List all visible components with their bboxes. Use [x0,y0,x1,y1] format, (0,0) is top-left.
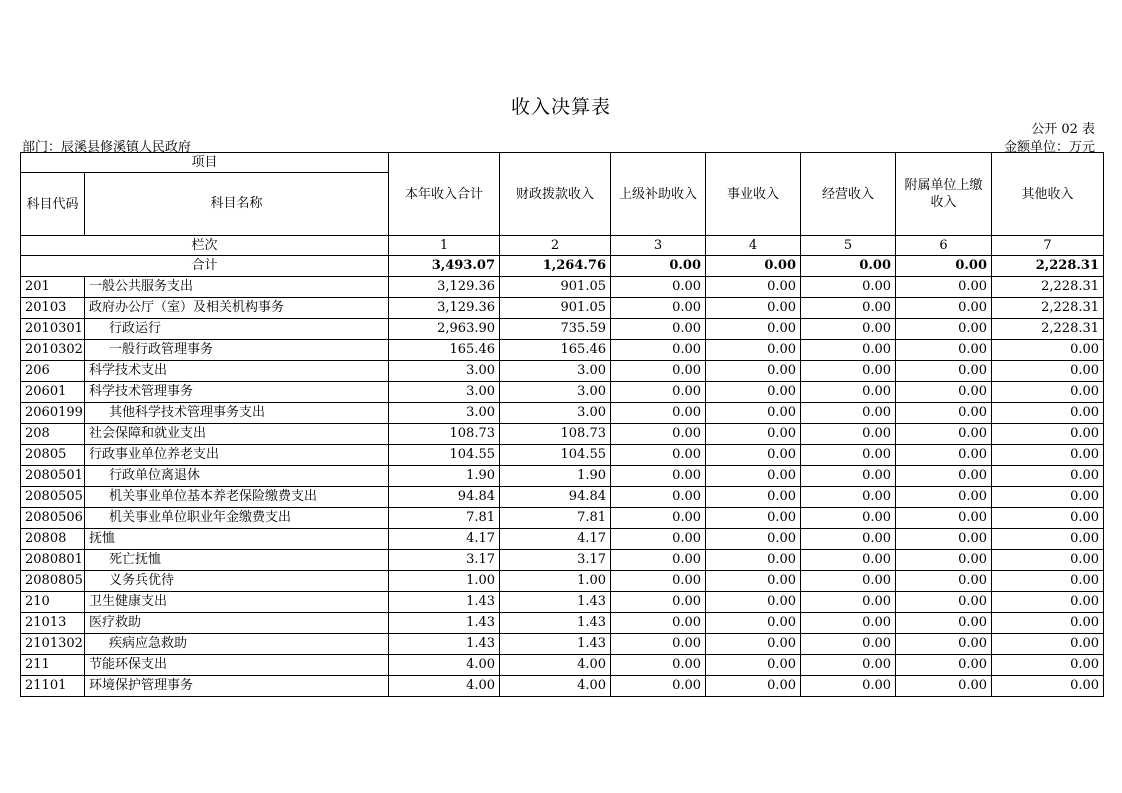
amount-cell: 0.00 [992,529,1104,550]
total-value: 0.00 [611,256,706,277]
amount-cell: 165.46 [500,340,611,361]
subject-name: 机关事业单位基本养老保险缴费支出 [85,487,389,508]
amount-cell: 0.00 [801,529,896,550]
table-row [21,529,1104,550]
subject-code: 20103 [21,298,85,319]
header-col-operating-income: 经营收入 [801,153,896,236]
amount-cell: 3.00 [389,361,500,382]
amount-cell: 0.00 [706,382,801,403]
amount-cell: 0.00 [992,571,1104,592]
subject-name: 其他科学技术管理事务支出 [85,403,389,424]
header-subject-name: 科目名称 [85,173,389,236]
amount-cell: 0.00 [992,655,1104,676]
amount-cell: 0.00 [896,529,992,550]
amount-cell: 104.55 [389,445,500,466]
subject-name: 疾病应急救助 [85,634,389,655]
header-col-affiliated-unit-income: 附属单位上缴收入 [896,153,992,236]
amount-cell: 0.00 [706,466,801,487]
amount-cell: 0.00 [611,340,706,361]
subject-name: 行政运行 [85,319,389,340]
amount-cell: 0.00 [611,466,706,487]
subject-name: 一般行政管理事务 [85,340,389,361]
total-value: 3,493.07 [389,256,500,277]
amount-cell: 0.00 [992,445,1104,466]
amount-cell: 1.90 [389,466,500,487]
amount-cell: 0.00 [611,592,706,613]
amount-cell: 735.59 [500,319,611,340]
header-col-fiscal-appropriation: 财政拨款收入 [500,153,611,236]
amount-cell: 104.55 [500,445,611,466]
subject-code: 210 [21,592,85,613]
index-number: 7 [992,236,1104,256]
amount-cell: 0.00 [611,298,706,319]
amount-cell: 0.00 [801,571,896,592]
amount-cell: 0.00 [706,340,801,361]
amount-cell: 1.43 [389,634,500,655]
subject-code: 20808 [21,529,85,550]
subject-code: 20601 [21,382,85,403]
amount-cell: 3,129.36 [389,298,500,319]
amount-cell: 0.00 [992,634,1104,655]
amount-cell: 0.00 [611,277,706,298]
amount-cell: 0.00 [992,550,1104,571]
subject-code: 2010301 [21,319,85,340]
amount-cell: 0.00 [801,298,896,319]
amount-cell: 0.00 [706,361,801,382]
table-row [21,340,1104,361]
amount-cell: 0.00 [801,487,896,508]
amount-cell: 0.00 [706,529,801,550]
amount-cell: 0.00 [611,382,706,403]
amount-cell: 901.05 [500,298,611,319]
amount-cell: 0.00 [801,361,896,382]
index-number: 2 [500,236,611,256]
index-number: 1 [389,236,500,256]
amount-cell: 0.00 [992,508,1104,529]
amount-cell: 94.84 [500,487,611,508]
total-value: 1,264.76 [500,256,611,277]
header-col-total-income: 本年收入合计 [389,153,500,236]
amount-cell: 0.00 [896,319,992,340]
amount-cell: 0.00 [896,466,992,487]
table-row [21,319,1104,340]
amount-cell: 0.00 [896,613,992,634]
subject-code: 2010302 [21,340,85,361]
amount-cell: 1.00 [500,571,611,592]
table-row [21,655,1104,676]
index-number: 3 [611,236,706,256]
table-row [21,424,1104,445]
amount-cell: 0.00 [801,508,896,529]
total-label: 合计 [21,256,389,277]
subject-code: 21101 [21,676,85,697]
amount-cell: 3,129.36 [389,277,500,298]
table-row [21,487,1104,508]
amount-cell: 0.00 [611,571,706,592]
amount-cell: 0.00 [896,424,992,445]
amount-cell: 0.00 [992,487,1104,508]
total-value: 0.00 [801,256,896,277]
amount-cell: 0.00 [896,655,992,676]
amount-cell: 0.00 [801,550,896,571]
page-title: 收入决算表 [510,96,611,118]
amount-cell: 0.00 [706,298,801,319]
amount-cell: 0.00 [992,424,1104,445]
amount-cell: 0.00 [706,319,801,340]
amount-cell: 2,228.31 [992,277,1104,298]
amount-cell: 1.43 [389,592,500,613]
income-statement-table [20,152,1104,697]
subject-code: 2080801 [21,550,85,571]
amount-cell: 0.00 [992,676,1104,697]
amount-cell: 0.00 [896,592,992,613]
amount-cell: 4.00 [389,676,500,697]
amount-cell: 0.00 [611,424,706,445]
amount-cell: 0.00 [611,445,706,466]
amount-cell: 0.00 [992,466,1104,487]
index-number: 5 [801,236,896,256]
amount-cell: 7.81 [500,508,611,529]
subject-code: 206 [21,361,85,382]
amount-cell: 1.43 [389,613,500,634]
amount-cell: 4.00 [500,655,611,676]
amount-cell: 1.00 [389,571,500,592]
amount-cell: 2,228.31 [992,298,1104,319]
amount-cell: 0.00 [896,277,992,298]
subject-name: 社会保障和就业支出 [85,424,389,445]
amount-cell: 0.00 [706,403,801,424]
subject-name: 环境保护管理事务 [85,676,389,697]
table-row [21,361,1104,382]
amount-cell: 0.00 [896,487,992,508]
subject-name: 死亡抚恤 [85,550,389,571]
amount-unit-label: 金额单位：万元 [1003,140,1095,155]
amount-cell: 0.00 [801,277,896,298]
amount-cell: 0.00 [611,613,706,634]
amount-cell: 0.00 [801,466,896,487]
amount-cell: 0.00 [706,277,801,298]
amount-cell: 0.00 [706,571,801,592]
subject-name: 卫生健康支出 [85,592,389,613]
amount-cell: 94.84 [389,487,500,508]
amount-cell: 0.00 [706,634,801,655]
subject-code: 20805 [21,445,85,466]
amount-cell: 0.00 [801,319,896,340]
amount-cell: 0.00 [801,655,896,676]
subject-name: 节能环保支出 [85,655,389,676]
amount-cell: 0.00 [896,445,992,466]
amount-cell: 1.43 [500,613,611,634]
index-number: 6 [896,236,992,256]
amount-cell: 0.00 [992,592,1104,613]
table-row [21,508,1104,529]
amount-cell: 3.00 [500,361,611,382]
amount-cell: 0.00 [706,487,801,508]
amount-cell: 0.00 [992,361,1104,382]
amount-cell: 0.00 [992,340,1104,361]
subject-name: 抚恤 [85,529,389,550]
table-row [21,445,1104,466]
amount-cell: 2,963.90 [389,319,500,340]
amount-cell: 0.00 [896,676,992,697]
amount-cell: 0.00 [611,634,706,655]
amount-cell: 2,228.31 [992,319,1104,340]
amount-cell: 0.00 [801,424,896,445]
department-label: 部门：辰溪县修溪镇人民政府 [22,140,192,155]
total-value: 0.00 [706,256,801,277]
total-row [21,256,1104,277]
subject-name: 政府办公厅（室）及相关机构事务 [85,298,389,319]
subject-name: 机关事业单位职业年金缴费支出 [85,508,389,529]
amount-cell: 0.00 [706,424,801,445]
header-col-other-income: 其他收入 [992,153,1104,236]
header-col-business-income: 事业收入 [706,153,801,236]
subject-code: 21013 [21,613,85,634]
table-row [21,634,1104,655]
index-number: 4 [706,236,801,256]
amount-cell: 0.00 [896,403,992,424]
subject-code: 211 [21,655,85,676]
table-row [21,592,1104,613]
subject-code: 2080505 [21,487,85,508]
subject-code: 2101302 [21,634,85,655]
amount-cell: 0.00 [611,319,706,340]
amount-cell: 108.73 [500,424,611,445]
amount-cell: 3.00 [389,403,500,424]
subject-name: 科学技术管理事务 [85,382,389,403]
amount-cell: 0.00 [611,403,706,424]
amount-cell: 0.00 [896,634,992,655]
amount-cell: 0.00 [896,571,992,592]
amount-cell: 0.00 [801,634,896,655]
amount-cell: 0.00 [706,655,801,676]
subject-code: 2080506 [21,508,85,529]
table-row [21,550,1104,571]
amount-cell: 0.00 [611,508,706,529]
amount-cell: 0.00 [706,445,801,466]
amount-cell: 3.17 [500,550,611,571]
amount-cell: 901.05 [500,277,611,298]
subject-code: 201 [21,277,85,298]
table-row [21,571,1104,592]
table-row [21,382,1104,403]
subject-code: 2080805 [21,571,85,592]
amount-cell: 0.00 [896,550,992,571]
amount-cell: 0.00 [611,487,706,508]
amount-cell: 0.00 [801,613,896,634]
amount-cell: 7.81 [389,508,500,529]
amount-cell: 0.00 [706,550,801,571]
form-number: 公开 02 表 [1031,122,1095,137]
amount-cell: 4.00 [500,676,611,697]
amount-cell: 0.00 [801,676,896,697]
amount-cell: 0.00 [896,361,992,382]
amount-cell: 3.00 [389,382,500,403]
amount-cell: 1.43 [500,592,611,613]
subject-name: 行政单位离退休 [85,466,389,487]
subject-name: 医疗救助 [85,613,389,634]
amount-cell: 1.90 [500,466,611,487]
header-index-label: 栏次 [21,236,389,256]
amount-cell: 3.00 [500,382,611,403]
total-value: 0.00 [896,256,992,277]
amount-cell: 3.17 [389,550,500,571]
amount-cell: 0.00 [611,550,706,571]
subject-code: 2060199 [21,403,85,424]
table-row [21,613,1104,634]
table-row [21,277,1104,298]
table-row [21,403,1104,424]
amount-cell: 165.46 [389,340,500,361]
amount-cell: 0.00 [896,382,992,403]
subject-name: 科学技术支出 [85,361,389,382]
header-item: 项目 [21,153,389,173]
amount-cell: 0.00 [801,340,896,361]
subject-name: 一般公共服务支出 [85,277,389,298]
amount-cell: 3.00 [500,403,611,424]
amount-cell: 0.00 [801,592,896,613]
subject-name: 行政事业单位养老支出 [85,445,389,466]
amount-cell: 4.00 [389,655,500,676]
amount-cell: 0.00 [801,445,896,466]
amount-cell: 0.00 [611,655,706,676]
subject-name: 义务兵优待 [85,571,389,592]
amount-cell: 0.00 [896,298,992,319]
amount-cell: 0.00 [706,508,801,529]
table-row [21,676,1104,697]
table-row [21,466,1104,487]
amount-cell: 0.00 [992,613,1104,634]
amount-cell: 0.00 [706,592,801,613]
amount-cell: 0.00 [611,361,706,382]
amount-cell: 0.00 [992,403,1104,424]
subject-code: 208 [21,424,85,445]
subject-code: 2080501 [21,466,85,487]
amount-cell: 4.17 [389,529,500,550]
header-subject-code: 科目代码 [21,173,85,236]
total-value: 2,228.31 [992,256,1104,277]
table-row [21,298,1104,319]
amount-cell: 4.17 [500,529,611,550]
amount-cell: 0.00 [896,340,992,361]
amount-cell: 108.73 [389,424,500,445]
amount-cell: 0.00 [801,403,896,424]
amount-cell: 0.00 [706,613,801,634]
amount-cell: 0.00 [611,529,706,550]
amount-cell: 0.00 [992,382,1104,403]
amount-cell: 0.00 [706,676,801,697]
amount-cell: 1.43 [500,634,611,655]
amount-cell: 0.00 [801,382,896,403]
amount-cell: 0.00 [611,676,706,697]
header-col-superior-subsidy: 上级补助收入 [611,153,706,236]
amount-cell: 0.00 [896,508,992,529]
